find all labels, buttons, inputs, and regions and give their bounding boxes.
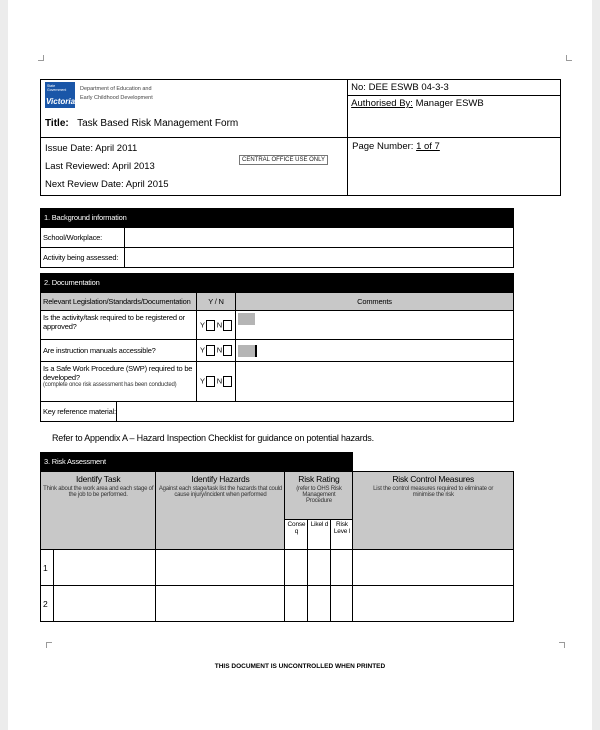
subheader-risk-level: Risk Leve l: [331, 520, 353, 550]
crop-mark: [559, 642, 565, 648]
doc-question-swp: Is a Safe Work Procedure (SWP) required to be developed? (complete once risk assessment has been conducted): [41, 362, 197, 402]
likelihood-field[interactable]: [308, 550, 331, 586]
activity-field[interactable]: [125, 248, 514, 268]
consequence-field[interactable]: [285, 550, 308, 586]
section-heading-documentation: 2. Documentation: [41, 274, 514, 293]
page-number-cell: [348, 138, 561, 196]
row-number: 1: [41, 550, 54, 586]
yn-cell: Y N: [197, 340, 236, 362]
control-measures-field[interactable]: [353, 586, 514, 622]
col-header-yn: Y / N: [197, 293, 236, 311]
yn-cell: Y N: [197, 311, 236, 340]
col-header-risk-rating: Risk Rating (refer to OHS Risk Management Procedure: [285, 472, 353, 520]
department-name: Department of Education and Early Childhood Development: [80, 86, 153, 101]
hazard-field[interactable]: [156, 550, 285, 586]
appendix-note: Refer to Appendix A – Hazard Inspection Checklist for guidance on potential hazards.: [52, 433, 374, 443]
col-header-comments: Comments: [236, 293, 514, 311]
risk-level-field[interactable]: [331, 586, 353, 622]
col-header-identify-task: Identify Task Think about the work area and each stage of the job to be performed.: [41, 472, 156, 550]
key-reference-row: [41, 402, 514, 422]
yes-checkbox[interactable]: [206, 376, 215, 387]
risk-level-field[interactable]: [331, 550, 353, 586]
doc-question-manuals: Are instruction manuals accessible?: [41, 340, 197, 362]
issue-date: Issue Date: April 2011: [45, 143, 138, 154]
crop-mark: [46, 642, 52, 648]
no-checkbox[interactable]: [223, 320, 232, 331]
key-reference-label: Key reference material:: [43, 407, 116, 416]
no-checkbox[interactable]: [223, 376, 232, 387]
col-header-control-measures: Risk Control Measures List the control measures required to eliminate or minimise the risk: [353, 472, 514, 550]
doc-number: No: DEE ESWB 04-3-3: [348, 80, 560, 96]
hazard-field[interactable]: [156, 586, 285, 622]
risk-assessment-table: [40, 452, 514, 622]
no-checkbox[interactable]: [223, 345, 232, 356]
comments-field[interactable]: [236, 311, 514, 340]
victoria-logo: State Government Victoria: [46, 84, 76, 106]
header-logo-cell: [41, 80, 348, 138]
section-heading-risk: 3. Risk Assessment: [41, 453, 353, 472]
comments-field[interactable]: [236, 340, 514, 362]
central-office-stamp: CENTRAL OFFICE USE ONLY: [239, 155, 328, 165]
control-measures-field[interactable]: [353, 550, 514, 586]
crop-mark: [566, 55, 572, 61]
header-doc-info-cell: [348, 80, 561, 138]
footer-uncontrolled: THIS DOCUMENT IS UNCONTROLLED WHEN PRINTED: [214, 663, 386, 670]
form-title: Title: Task Based Risk Management Form: [45, 118, 239, 129]
school-workplace-field[interactable]: [125, 228, 514, 248]
task-field[interactable]: [54, 550, 156, 586]
section-heading-background: 1. Background information: [41, 209, 514, 228]
page-number: Page Number: 1 of 7: [352, 141, 440, 152]
documentation-table: [40, 273, 514, 422]
comment-placeholder[interactable]: [238, 313, 255, 325]
activity-label: Activity being assessed:: [41, 248, 125, 268]
comments-field[interactable]: [236, 362, 514, 402]
yes-checkbox[interactable]: [206, 345, 215, 356]
header-table: [40, 79, 561, 196]
col-header-identify-hazards: Identify Hazards Against each stage/task list the hazards that could cause injury/incident when performed: [156, 472, 285, 550]
crop-mark: [38, 55, 44, 61]
col-header-legislation: Relevant Legislation/Standards/Documentation: [41, 293, 197, 311]
likelihood-field[interactable]: [308, 586, 331, 622]
authorised-by: Authorised By: Manager ESWB: [351, 98, 484, 109]
comment-placeholder[interactable]: [238, 345, 255, 357]
task-field[interactable]: [54, 586, 156, 622]
next-review-date: Next Review Date: April 2015: [45, 179, 169, 190]
consequence-field[interactable]: [285, 586, 308, 622]
doc-question-registered: Is the activity/task required to be registered or approved?: [41, 311, 197, 340]
subheader-consequence: Conse q: [285, 520, 308, 550]
header-dates-cell: [41, 138, 348, 196]
background-info-table: [40, 208, 514, 268]
school-workplace-label: School/Workplace:: [41, 228, 125, 248]
yes-checkbox[interactable]: [206, 320, 215, 331]
last-reviewed: Last Reviewed: April 2013: [45, 161, 155, 172]
document-page: [8, 0, 592, 730]
yn-cell: Y N: [197, 362, 236, 402]
subheader-likelihood: Likel d: [308, 520, 331, 550]
row-number: 2: [41, 586, 54, 622]
